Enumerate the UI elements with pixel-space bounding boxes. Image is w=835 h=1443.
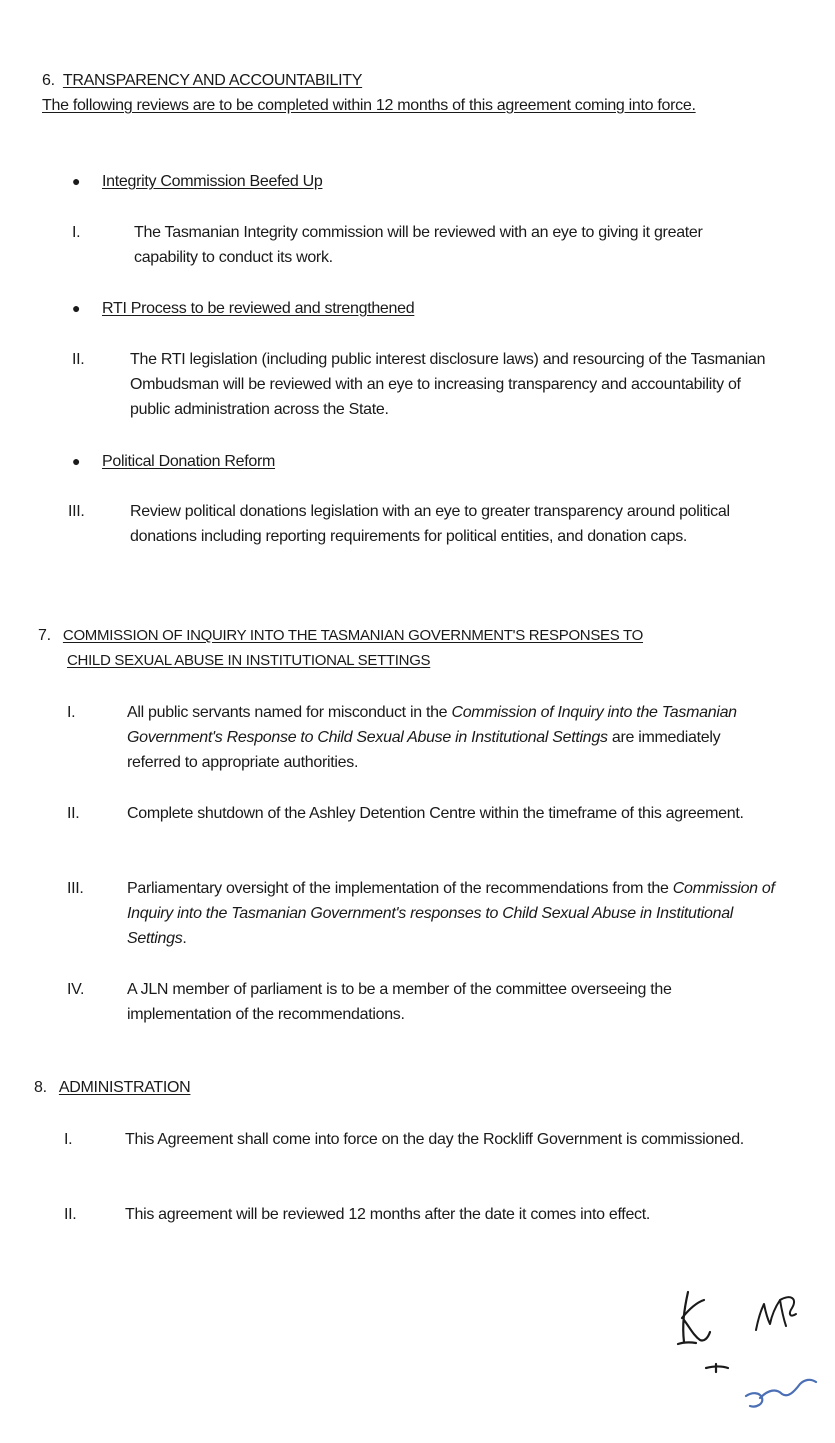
item-numeral: III.: [67, 880, 84, 897]
section-7-heading-line2: [67, 650, 430, 672]
list-item: [67, 801, 782, 851]
bullet-integrity-commission: [72, 170, 322, 193]
item-text: [127, 700, 777, 775]
item-text: [127, 876, 777, 951]
list-item: [67, 700, 782, 775]
section-7-title-line2: CHILD SEXUAL ABUSE IN INSTITUTIONAL SETTINGS: [67, 652, 431, 669]
item-text-plain: .: [182, 930, 187, 947]
list-item: [67, 977, 782, 1027]
item-text-plain: A JLN member of parliament is to be a member of the committee overseeing the implementation of the recommendations.: [127, 981, 672, 1023]
item-numeral: I.: [64, 1131, 73, 1148]
list-item: [68, 499, 768, 574]
section-6-heading: [42, 70, 362, 92]
item-text: The Tasmanian Integrity commission will be reviewed with an eye to giving it greater capability to conduct its work.: [134, 224, 703, 266]
bullet-rti-process: [72, 297, 414, 320]
section-6-title: TRANSPARENCY AND ACCOUNTABILITY: [62, 72, 363, 89]
item-text: Review political donations legislation with an eye to greater transparency around political donations including reporting requirements for political entities, and donation caps.: [130, 503, 730, 545]
signature-initial-1: [678, 1292, 728, 1372]
item-numeral: II.: [67, 805, 80, 822]
list-item: [64, 1127, 779, 1177]
item-numeral: II.: [64, 1206, 77, 1223]
item-text: This agreement will be reviewed 12 months after the date it comes into effect.: [125, 1206, 651, 1223]
section-6-intro: The following reviews are to be completed within 12 months of this agreement coming into force.: [42, 97, 696, 114]
item-text-plain: are immediately referred to appropriate authorities.: [127, 729, 721, 771]
section-7-title-line1: COMMISSION OF INQUIRY INTO THE TASMANIAN GOVERNMENT'S RESPONSES TO: [62, 627, 644, 644]
bullet-heading: Political Donation Reform: [102, 453, 276, 470]
item-numeral: I.: [72, 224, 81, 241]
signature-initial-3: [746, 1380, 816, 1407]
section-7-heading: [38, 625, 643, 647]
bullet-icon: ●: [72, 173, 81, 189]
item-text-plain: All public servants named for misconduct in the: [127, 704, 452, 721]
item-text: [127, 801, 777, 826]
item-numeral: II.: [72, 351, 85, 368]
signature-initials: [660, 1280, 830, 1430]
bullet-political-donation: [72, 450, 275, 473]
list-item: [72, 220, 772, 270]
section-6-number: 6.: [42, 72, 55, 89]
item-numeral: III.: [68, 503, 85, 520]
signature-initial-2: [756, 1297, 796, 1330]
section-8-heading: [34, 1077, 190, 1099]
section-8-number: 8.: [34, 1079, 47, 1096]
bullet-heading: RTI Process to be reviewed and strengthened: [102, 300, 415, 317]
item-numeral: IV.: [67, 981, 85, 998]
bullet-heading: Integrity Commission Beefed Up: [102, 173, 323, 190]
list-item: [72, 347, 782, 422]
item-text-italic: Commission of Inquiry into the Tasmanian Government's Response to Child Sexual Abuse in Institutional Settings: [127, 704, 737, 746]
bullet-icon: ●: [72, 453, 81, 469]
item-text-italic: Commission of Inquiry into the Tasmanian Government's responses to Child Sexual Abuse in Institutional Settings: [127, 880, 775, 947]
item-text-plain: Parliamentary oversight of the implementation of the recommendations from the: [127, 880, 673, 897]
item-text: This Agreement shall come into force on the day the Rockliff Government is commissioned.: [125, 1131, 744, 1148]
list-item: [64, 1202, 779, 1252]
item-text-plain: Complete shutdown of the Ashley Detention Centre within the timeframe of this agreement.: [127, 805, 744, 822]
section-8-title: ADMINISTRATION: [58, 1079, 191, 1096]
section-7-number: 7.: [38, 627, 51, 644]
item-text: The RTI legislation (including public interest disclosure laws) and resourcing of the Tasmanian Ombudsman will be reviewed with an eye to increasing transparency and accountability of public administration across the State.: [130, 351, 766, 418]
item-numeral: I.: [67, 704, 76, 721]
item-text: [127, 977, 777, 1027]
list-item: [67, 876, 782, 951]
bullet-icon: ●: [72, 300, 81, 316]
